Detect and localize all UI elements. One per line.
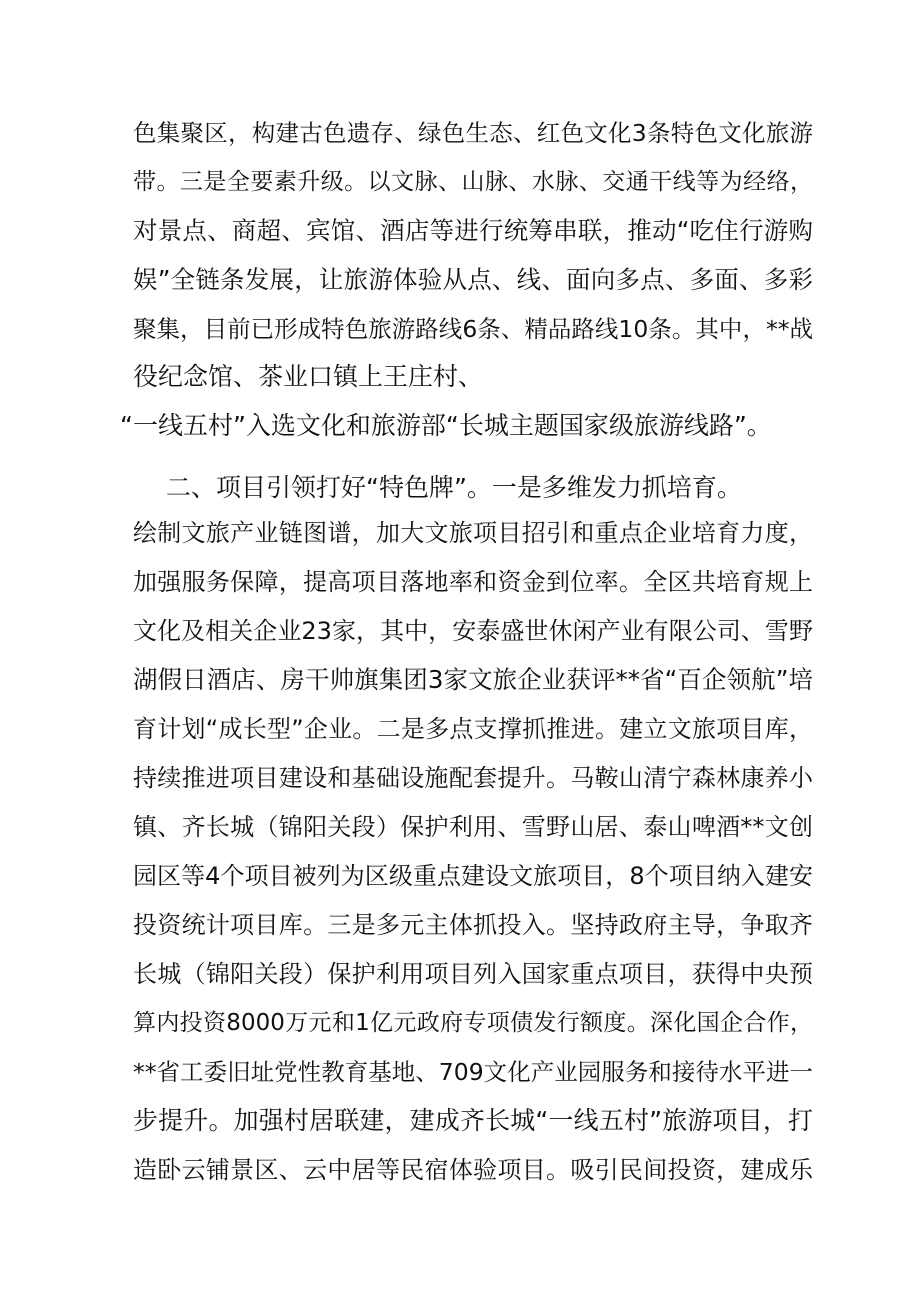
text-line: 持续推进项目建设和基础设施配套提升。马鞍山清宁森林康养小	[133, 764, 813, 792]
text-line: 长城（锦阳关段）保护利用项目列入国家重点项目，获得中央预	[133, 960, 813, 988]
text-line: 步提升。加强村居联建，建成齐长城“一线五村”旅游项目，打	[133, 1106, 813, 1135]
text-line: “一线五村”入选文化和旅游部“长城主题国家级旅游线路”。	[120, 411, 772, 440]
text-line: 文化及相关企业23家，其中，安泰盛世休闲产业有限公司、雪野	[133, 617, 813, 645]
text-line: 带。三是全要素升级。以文脉、山脉、水脉、交通干线等为经络，	[133, 169, 813, 195]
text-line: 绘制文旅产业链图谱，加大文旅项目招引和重点企业培育力度，	[133, 519, 813, 547]
section-heading-line: 二、项目引领打好“特色牌”。一是多维发力抓培育。	[166, 473, 742, 502]
text-line: 投资统计项目库。三是多元主体抓投入。坚持政府主导，争取齐	[133, 911, 813, 939]
text-line: 役纪念馆、茶业口镇上王庄村、	[133, 362, 484, 391]
text-line: 造卧云铺景区、云中居等民宿体验项目。吸引民间投资，建成乐	[133, 1156, 813, 1184]
text-line: **省工委旧址党性教育基地、709文化产业园服务和接待水平进一	[133, 1058, 813, 1086]
text-line: 聚集，目前已形成特色旅游路线6条、精品路线10条。其中，**战	[133, 315, 813, 343]
text-line: 加强服务保障，提高项目落地率和资金到位率。全区共培育规上	[133, 568, 813, 596]
text-line: 镇、齐长城（锦阳关段）保护利用、雪野山居、泰山啤酒**文创	[133, 813, 813, 841]
text-line: 娱”全链条发展，让旅游体验从点、线、面向多点、多面、多彩	[133, 265, 813, 294]
text-line: 湖假日酒店、房干帅旗集团3家文旅企业获评**省“百企领航”培	[133, 665, 813, 694]
text-line: 算内投资8000万元和1亿元政府专项债发行额度。深化国企合作，	[133, 1010, 813, 1036]
text-line: 育计划“成长型”企业。二是多点支撑抓推进。建立文旅项目库，	[133, 715, 813, 743]
text-line: 对景点、商超、宾馆、酒店等进行统筹串联，推动“吃住行游购	[133, 216, 813, 245]
text-line: 园区等4个项目被列为区级重点建设文旅项目，8个项目纳入建安	[133, 862, 813, 890]
text-line: 色集聚区，构建古色遗存、绿色生态、红色文化3条特色文化旅游	[133, 119, 813, 147]
